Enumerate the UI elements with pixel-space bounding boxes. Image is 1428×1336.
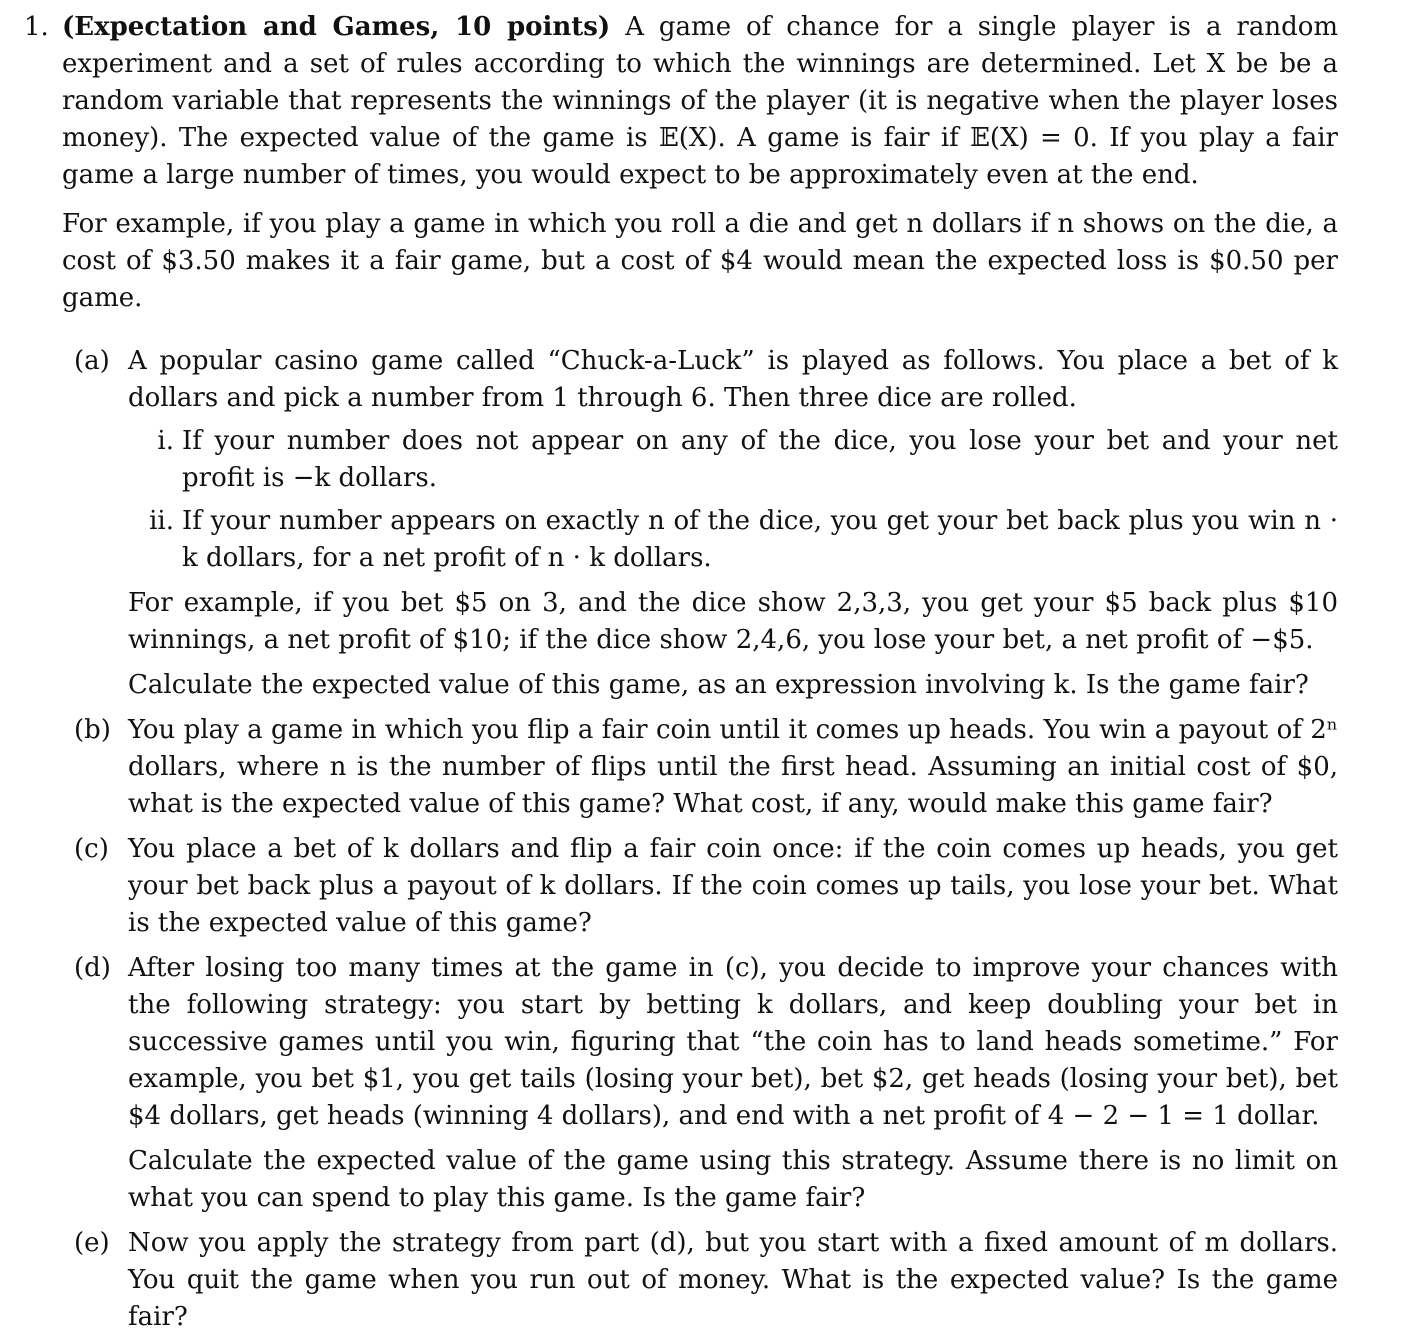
part-b-text: You play a game in which you flip a fair coin until it comes up heads. You win a payout of 2ⁿ dollars, where n is the number of flips until the first head. Assuming an initial cost of $0, what is the expected value of this game? What cost, if any, would make this game fair? <box>128 715 1338 819</box>
part-e-text: Now you apply the strategy from part (d), but you start with a fixed amount of m dollars. You quit the game when you run out of money. What is the expected value? Is the game fair? <box>128 1228 1338 1332</box>
part-a-subitems <box>128 423 1338 577</box>
part-c <box>62 831 1338 942</box>
parts-list <box>62 343 1338 1336</box>
part-c-text: You place a bet of k dollars and flip a fair coin once: if the coin comes up heads, you get your bet back plus a payout of k dollars. If the coin comes up tails, you lose your bet. What is the expected value of this game? <box>128 834 1338 938</box>
part-a-label: (a) <box>74 346 110 376</box>
intro-text-1: A game of chance for a single player is a random experiment and a set of rules according to which the winnings are determined. Let X be be a random variable that represents the winnings of the player (it is negative when the player loses money). The expected value of the game is 𝔼(X). A game is fair if 𝔼(X) = 0. If you play a fair game a large number of times, you would expect to be approximately even at the end. <box>62 12 1339 190</box>
part-a-question: Calculate the expected value of this game, as an expression involving k. Is the game fair? <box>128 670 1309 700</box>
part-a-subitem-ii <box>128 503 1338 577</box>
problem-number: 1. <box>24 12 49 42</box>
part-a-text: A popular casino game called “Chuck-a-Luck” is played as follows. You place a bet of k dollars and pick a number from 1 through 6. Then three dice are rolled. <box>128 346 1338 413</box>
subitem-ii-label: ii. <box>149 506 174 536</box>
subitem-ii-text: If your number appears on exactly n of the dice, you get your bet back plus you win n · k dollars, for a net profit of n · k dollars. <box>182 506 1338 573</box>
problem-intro-paragraph <box>62 9 1338 194</box>
subitem-i-text: If your number does not appear on any of the dice, you lose your bet and your net profit is −k dollars. <box>182 426 1338 493</box>
part-d <box>62 950 1338 1217</box>
part-c-label: (c) <box>74 834 109 864</box>
part-d-text: After losing too many times at the game in (c), you decide to improve your chances with the following strategy: you start by betting k dollars, and keep doubling your bet in successive games until you win, figuring that “the coin has to land heads sometime.” For example, you bet $1, you get tails (losing your bet), bet $2, get heads (losing your bet), bet $4 dollars, get heads (winning 4 dollars), and end with a net profit of 4 − 2 − 1 = 1 dollar. <box>128 953 1338 1131</box>
part-b-label: (b) <box>74 715 111 745</box>
intro-example-paragraph: For example, if you play a game in which you roll a die and get n dollars if n shows on the die, a cost of $3.50 makes it a fair game, but a cost of $4 would mean the expected loss is $0.50 per game. <box>62 209 1338 313</box>
part-e-label: (e) <box>74 1228 110 1258</box>
subitem-i-label: i. <box>157 426 174 456</box>
part-a <box>62 343 1338 704</box>
part-d-question: Calculate the expected value of the game using this strategy. Assume there is no limit on what you can spend to play this game. Is the game fair? <box>128 1146 1338 1213</box>
part-e <box>62 1225 1338 1336</box>
problem-1 <box>24 9 1339 1336</box>
part-b <box>62 712 1338 823</box>
part-a-subitem-i <box>128 423 1338 497</box>
problem-title: (Expectation and Games, 10 points) <box>62 12 611 42</box>
part-a-example: For example, if you bet $5 on 3, and the dice show 2,3,3, you get your $5 back plus $10 winnings, a net profit of $10; if the dice show 2,4,6, you lose your bet, a net profit of −$5. <box>128 588 1338 655</box>
part-d-label: (d) <box>74 953 111 983</box>
